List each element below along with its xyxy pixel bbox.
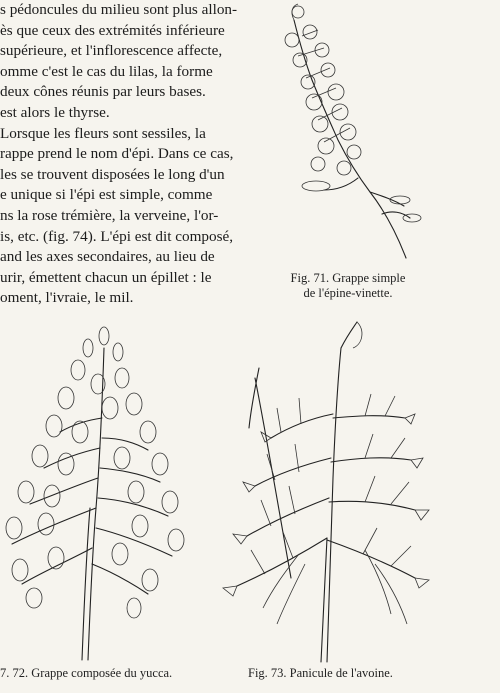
text-line: deux cônes réunis par leurs bases. (0, 83, 206, 101)
text-line: supérieure, et l'inflorescence affecte, (0, 42, 223, 60)
fig73-oat-illustration (215, 318, 460, 663)
text-line: urir, émettent chacun un épillet : le (0, 268, 212, 286)
fig71-caption-line1: Fig. 71. Grappe simple (290, 271, 406, 285)
text-line: les se trouvent disposées le long d'un (0, 165, 225, 183)
text-line: est alors le thyrse. (0, 103, 110, 121)
text-line: is, etc. (fig. 74). L'épi est dit composé, (0, 227, 234, 245)
text-line: rappe prend le nom d'épi. Dans ce cas, (0, 145, 234, 163)
text-line: e unique si l'épi est simple, comme (0, 186, 213, 204)
text-line: oment, l'ivraie, le mil. (0, 289, 134, 307)
fig71-caption-line2: de l'épine-vinette. (303, 286, 393, 300)
text-line: ès que ceux des extrémités inférieure (0, 21, 225, 39)
fig73-caption: Fig. 73. Panicule de l'avoine. (248, 666, 393, 680)
text-line: ns la rose trémière, la verveine, l'or- (0, 206, 219, 224)
body-text (0, 0, 272, 309)
text-line: s pédoncules du milieu sont plus allon- (0, 1, 238, 18)
fig72-caption: 7. 72. Grappe composée du yucca. (0, 666, 173, 680)
text-line: and les axes secondaires, au lieu de (0, 248, 215, 266)
fig71-berberis-illustration (278, 0, 428, 262)
fig72-yucca-illustration (0, 308, 200, 663)
text-line: omme c'est le cas du lilas, la forme (0, 62, 213, 80)
text-line: Lorsque les fleurs sont sessiles, la (0, 124, 206, 142)
fig71-caption (268, 271, 428, 301)
